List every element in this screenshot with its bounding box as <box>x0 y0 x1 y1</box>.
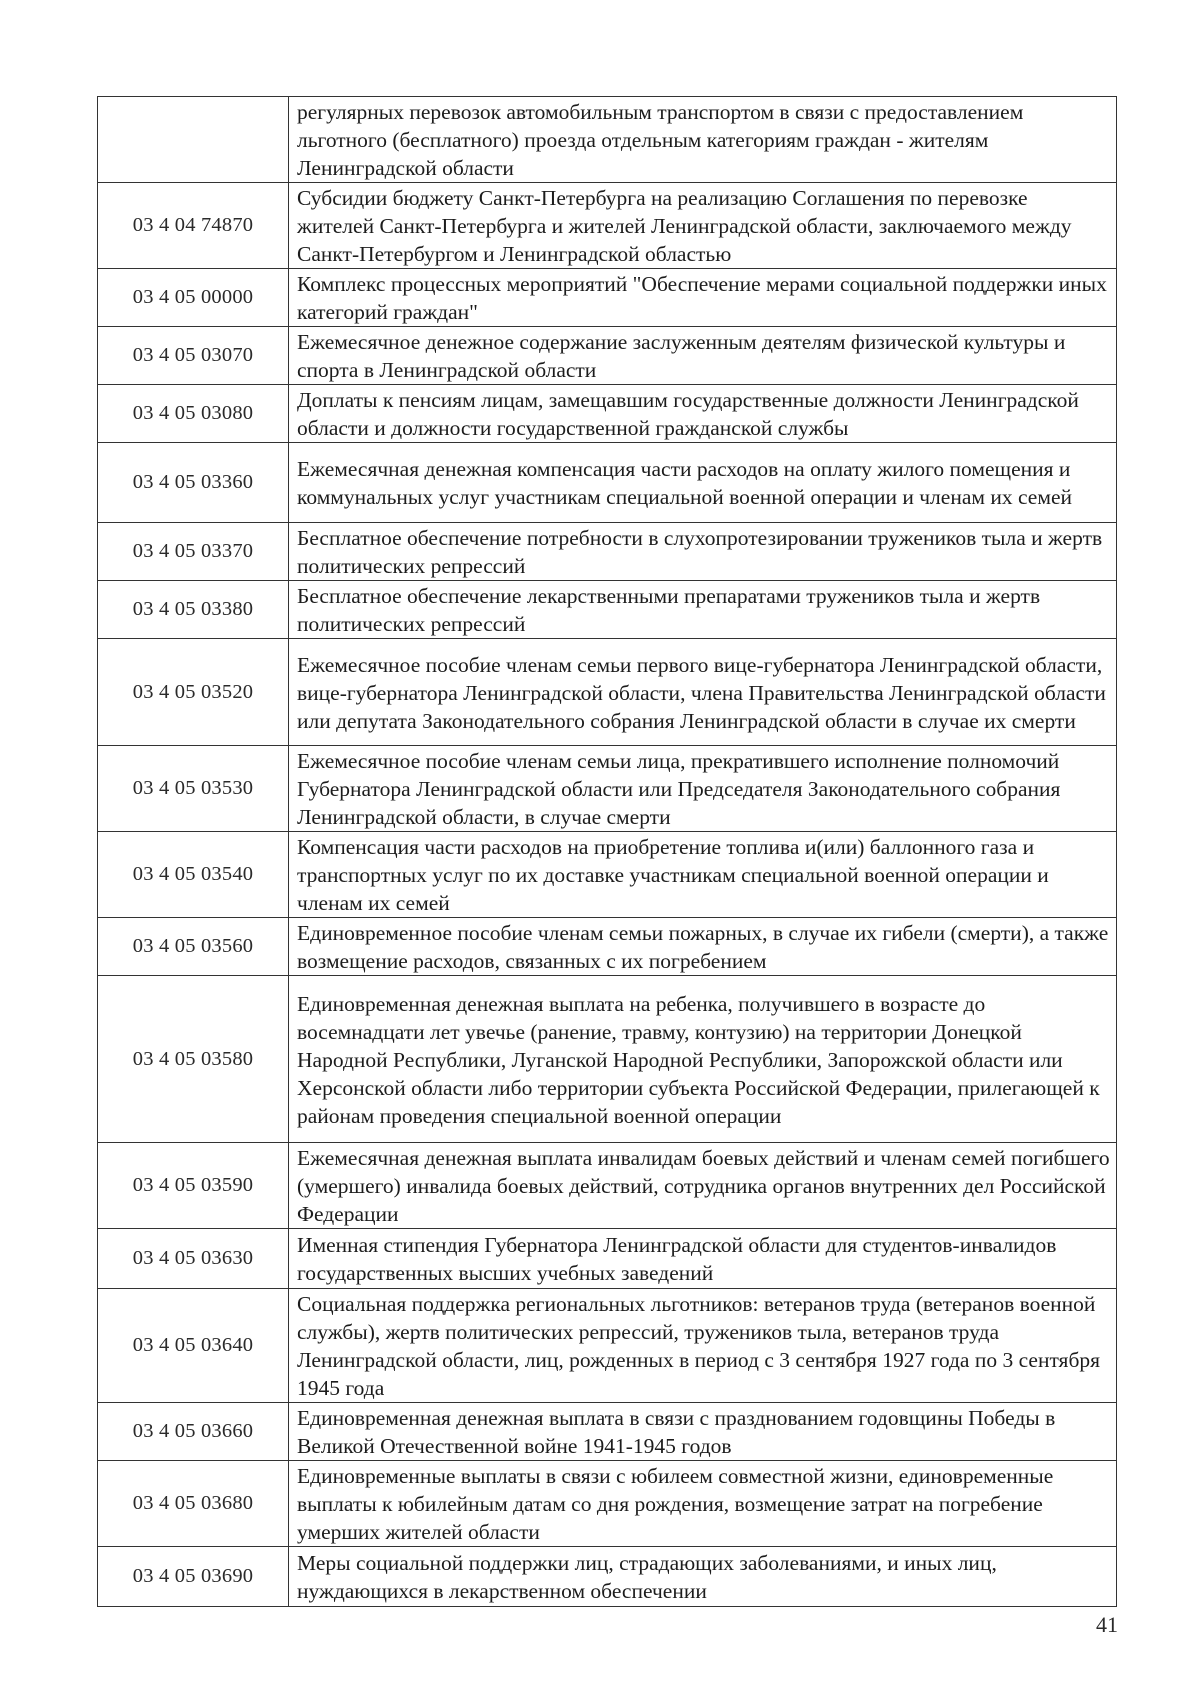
row-description: Единовременная денежная выплата на ребенка, получившего в возрасте до восемнадцати лет увечье (ранение, травму, контузию) на территории Донецкой Народной Республики, Луганской Народной Республики, Запорожской области или Херсонской области либо территории субъекта Российской Федерации, прилегающей к районам проведения специальной военной операции <box>289 976 1117 1143</box>
row-description: Именная стипендия Губернатора Ленинградской области для студентов-инвалидов государственных высших учебных заведений <box>289 1229 1117 1289</box>
table-row <box>98 1143 1117 1229</box>
table-row <box>98 832 1117 918</box>
row-code: 03 4 05 03380 <box>98 581 289 639</box>
row-code: 03 4 05 03070 <box>98 327 289 385</box>
table-row <box>98 918 1117 976</box>
row-code: 03 4 05 03530 <box>98 746 289 832</box>
row-code: 03 4 05 03560 <box>98 918 289 976</box>
table-row <box>98 746 1117 832</box>
row-code: 03 4 05 03690 <box>98 1547 289 1607</box>
table-row <box>98 976 1117 1143</box>
row-code: 03 4 05 03680 <box>98 1461 289 1547</box>
row-code <box>98 97 289 183</box>
row-code: 03 4 05 03540 <box>98 832 289 918</box>
row-description: Единовременное пособие членам семьи пожарных, в случае их гибели (смерти), а также возмещение расходов, связанных с их погребением <box>289 918 1117 976</box>
table-row <box>98 581 1117 639</box>
table-row <box>98 1403 1117 1461</box>
table-row <box>98 1229 1117 1289</box>
budget-classification-table <box>97 96 1117 1607</box>
row-code: 03 4 04 74870 <box>98 183 289 269</box>
table-row <box>98 1461 1117 1547</box>
table-row <box>98 97 1117 183</box>
row-description: Комплекс процессных мероприятий "Обеспечение мерами социальной поддержки иных категорий граждан" <box>289 269 1117 327</box>
table-row <box>98 269 1117 327</box>
row-description: Ежемесячное пособие членам семьи лица, прекратившего исполнение полномочий Губернатора Ленинградской области или Председателя Законодательного собрания Ленинградской области, в случае смерти <box>289 746 1117 832</box>
table-row <box>98 1289 1117 1403</box>
table-row <box>98 1547 1117 1607</box>
row-description: Бесплатное обеспечение лекарственными препаратами тружеников тыла и жертв политических репрессий <box>289 581 1117 639</box>
row-description: Субсидии бюджету Санкт-Петербурга на реализацию Соглашения по перевозке жителей Санкт-Петербурга и жителей Ленинградской области, заключаемого между Санкт-Петербургом и Ленинградской областью <box>289 183 1117 269</box>
row-code: 03 4 05 03360 <box>98 443 289 523</box>
table-row <box>98 443 1117 523</box>
row-description: Ежемесячная денежная компенсация части расходов на оплату жилого помещения и коммунальных услуг участникам специальной военной операции и членам их семей <box>289 443 1117 523</box>
row-description: Бесплатное обеспечение потребности в слухопротезировании тружеников тыла и жертв политических репрессий <box>289 523 1117 581</box>
row-description: Ежемесячное денежное содержание заслуженным деятелям физической культуры и спорта в Ленинградской области <box>289 327 1117 385</box>
row-code: 03 4 05 03590 <box>98 1143 289 1229</box>
row-description: Единовременная денежная выплата в связи с празднованием годовщины Победы в Великой Отечественной войне 1941-1945 годов <box>289 1403 1117 1461</box>
table-row <box>98 385 1117 443</box>
row-code: 03 4 05 03080 <box>98 385 289 443</box>
page-number: 41 <box>1096 1612 1118 1637</box>
row-description: Компенсация части расходов на приобретение топлива и(или) баллонного газа и транспортных услуг по их доставке участникам специальной военной операции и членам их семей <box>289 832 1117 918</box>
table-row <box>98 327 1117 385</box>
row-code: 03 4 05 03660 <box>98 1403 289 1461</box>
row-code: 03 4 05 03640 <box>98 1289 289 1403</box>
table-row <box>98 639 1117 746</box>
row-description: Доплаты к пенсиям лицам, замещавшим государственные должности Ленинградской области и должности государственной гражданской службы <box>289 385 1117 443</box>
row-description: Ежемесячная денежная выплата инвалидам боевых действий и членам семей погибшего (умершего) инвалида боевых действий, сотрудника органов внутренних дел Российской Федерации <box>289 1143 1117 1229</box>
row-code: 03 4 05 03520 <box>98 639 289 746</box>
row-description: Ежемесячное пособие членам семьи первого вице-губернатора Ленинградской области, вице-губернатора Ленинградской области, члена Правительства Ленинградской области или депутата Законодательного собрания Ленинградской области в случае их смерти <box>289 639 1117 746</box>
row-description: Единовременные выплаты в связи с юбилеем совместной жизни, единовременные выплаты к юбилейным датам со дня рождения, возмещение затрат на погребение умерших жителей области <box>289 1461 1117 1547</box>
table-row <box>98 523 1117 581</box>
table-row <box>98 183 1117 269</box>
row-description: регулярных перевозок автомобильным транспортом в связи с предоставлением льготного (бесплатного) проезда отдельным категориям граждан - жителям Ленинградской области <box>289 97 1117 183</box>
row-code: 03 4 05 00000 <box>98 269 289 327</box>
row-description: Меры социальной поддержки лиц, страдающих заболеваниями, и иных лиц, нуждающихся в лекарственном обеспечении <box>289 1547 1117 1607</box>
row-code: 03 4 05 03630 <box>98 1229 289 1289</box>
row-code: 03 4 05 03370 <box>98 523 289 581</box>
row-code: 03 4 05 03580 <box>98 976 289 1143</box>
row-description: Социальная поддержка региональных льготников: ветеранов труда (ветеранов военной службы), жертв политических репрессий, тружеников тыла, ветеранов труда Ленинградской области, лиц, рожденных в период с 3 сентября 1927 года по 3 сентября 1945 года <box>289 1289 1117 1403</box>
